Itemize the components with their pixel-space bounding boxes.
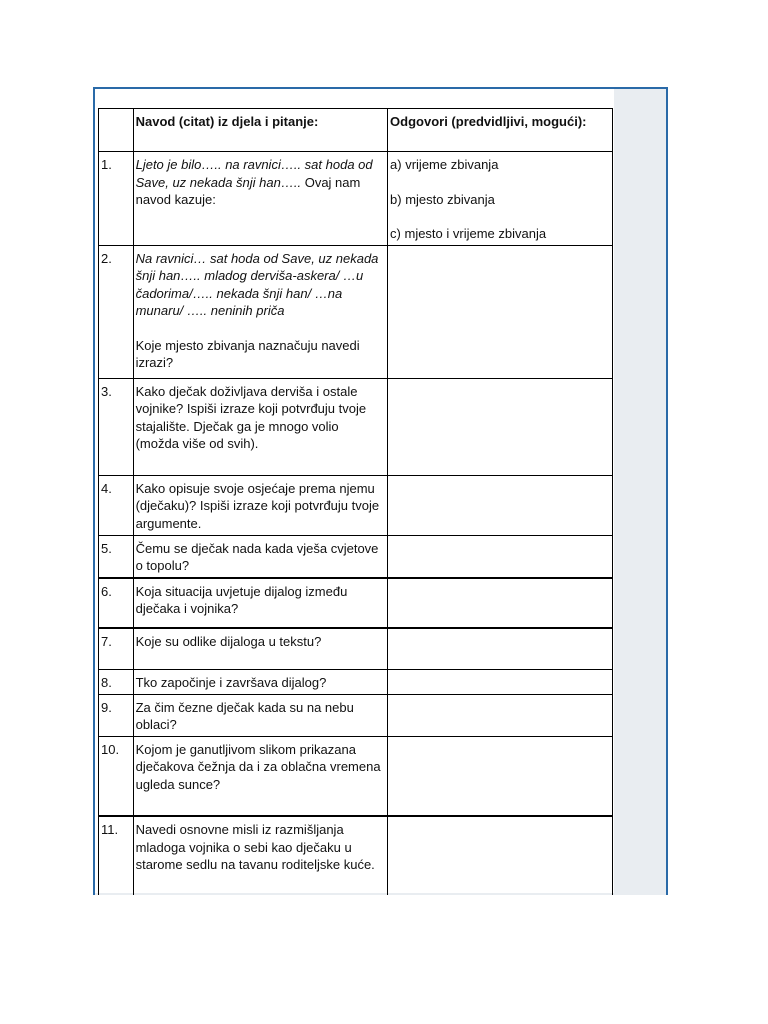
- table-row: [99, 578, 613, 628]
- question-cell: Kojom je ganutljivom slikom prikazana dječakova čežnja da i za oblačna vremena ugleda sunce?: [133, 736, 387, 816]
- row-number: 8.: [99, 670, 134, 695]
- row-number: 3.: [99, 378, 134, 475]
- table-row: [99, 152, 613, 246]
- row-number: 6.: [99, 578, 134, 628]
- row-number: 10.: [99, 736, 134, 816]
- header-answer-cell: Odgovori (predvidljivi, mogući):: [388, 109, 613, 152]
- answer-cell: [388, 475, 613, 535]
- answer-cell: [388, 378, 613, 475]
- row-number: 1.: [99, 152, 134, 246]
- table-row: [99, 475, 613, 535]
- question-cell: Navedi osnovne misli iz razmišljanja mladoga vojnika o sebi kao dječaku u starome sedlu na tavanu roditeljske kuće.: [133, 816, 387, 895]
- answer-cell: [388, 816, 613, 895]
- question-text: Koje mjesto zbivanja naznačuju navedi izrazi?: [135, 337, 360, 370]
- table-row: [99, 535, 613, 578]
- table-row: [99, 378, 613, 475]
- table-row: [99, 816, 613, 895]
- answer-cell: [388, 628, 613, 670]
- question-cell: [133, 245, 387, 378]
- question-cell: Koja situacija uvjetuje dijalog između dječaka i vojnika?: [133, 578, 387, 628]
- row-number: 4.: [99, 475, 134, 535]
- table-row: [99, 694, 613, 736]
- table-row: [99, 736, 613, 816]
- question-cell: Kako dječak doživljava derviša i ostale vojnike? Ispiši izraze koji potvrđuju tvoje stajalište. Dječak ga je mnogo volio (možda više od svih).: [133, 378, 387, 475]
- row-number: 2.: [99, 245, 134, 378]
- question-cell: [133, 152, 387, 246]
- row-number: 11.: [99, 816, 134, 895]
- table-header-row: [99, 109, 613, 152]
- worksheet-table: [98, 108, 613, 895]
- row-number: 7.: [99, 628, 134, 670]
- question-cell: Koje su odlike dijaloga u tekstu?: [133, 628, 387, 670]
- row-number: 5.: [99, 535, 134, 578]
- table-row: [99, 670, 613, 695]
- quote-text: Na ravnici… sat hoda od Save, uz nekada šnji han….. mladog derviša-askera/ …u čadorima/….. nekada šnji han/ …na munaru/ ….. neninih priča: [135, 250, 379, 318]
- header-question-cell: Navod (citat) iz djela i pitanje:: [133, 109, 387, 152]
- question-cell: Čemu se dječak nada kada vješa cvjetove o topolu?: [133, 535, 387, 578]
- question-cell: Kako opisuje svoje osjećaje prema njemu (dječaku)? Ispiši izraze koji potvrđuju tvoje argumente.: [133, 475, 387, 535]
- answer-cell: [388, 245, 613, 378]
- answer-cell: [388, 535, 613, 578]
- row-number: 9.: [99, 694, 134, 736]
- document-sheet: [95, 89, 614, 893]
- answer-cell: [388, 152, 613, 246]
- answer-option-c: c) mjesto i vrijeme zbivanja: [390, 226, 547, 241]
- question-text: Ovaj nam navod kazuje:: [135, 174, 361, 207]
- answer-cell: [388, 736, 613, 816]
- answer-option-b: b) mjesto zbivanja: [390, 191, 495, 207]
- table-row: [99, 628, 613, 670]
- answer-cell: [388, 578, 613, 628]
- answer-option-a: a) vrijeme zbivanja: [390, 157, 499, 172]
- table-row: [99, 245, 613, 378]
- header-num-cell: [99, 109, 134, 152]
- answer-cell: [388, 694, 613, 736]
- answer-cell: [388, 670, 613, 695]
- quote-text: Ljeto je bilo….. na ravnici….. sat hoda od Save, uz nekada šnji han…..: [135, 157, 373, 190]
- document-page-frame: [93, 87, 668, 895]
- question-cell: Tko započinje i završava dijalog?: [133, 670, 387, 695]
- question-cell: Za čim čezne dječak kada su na nebu oblaci?: [133, 694, 387, 736]
